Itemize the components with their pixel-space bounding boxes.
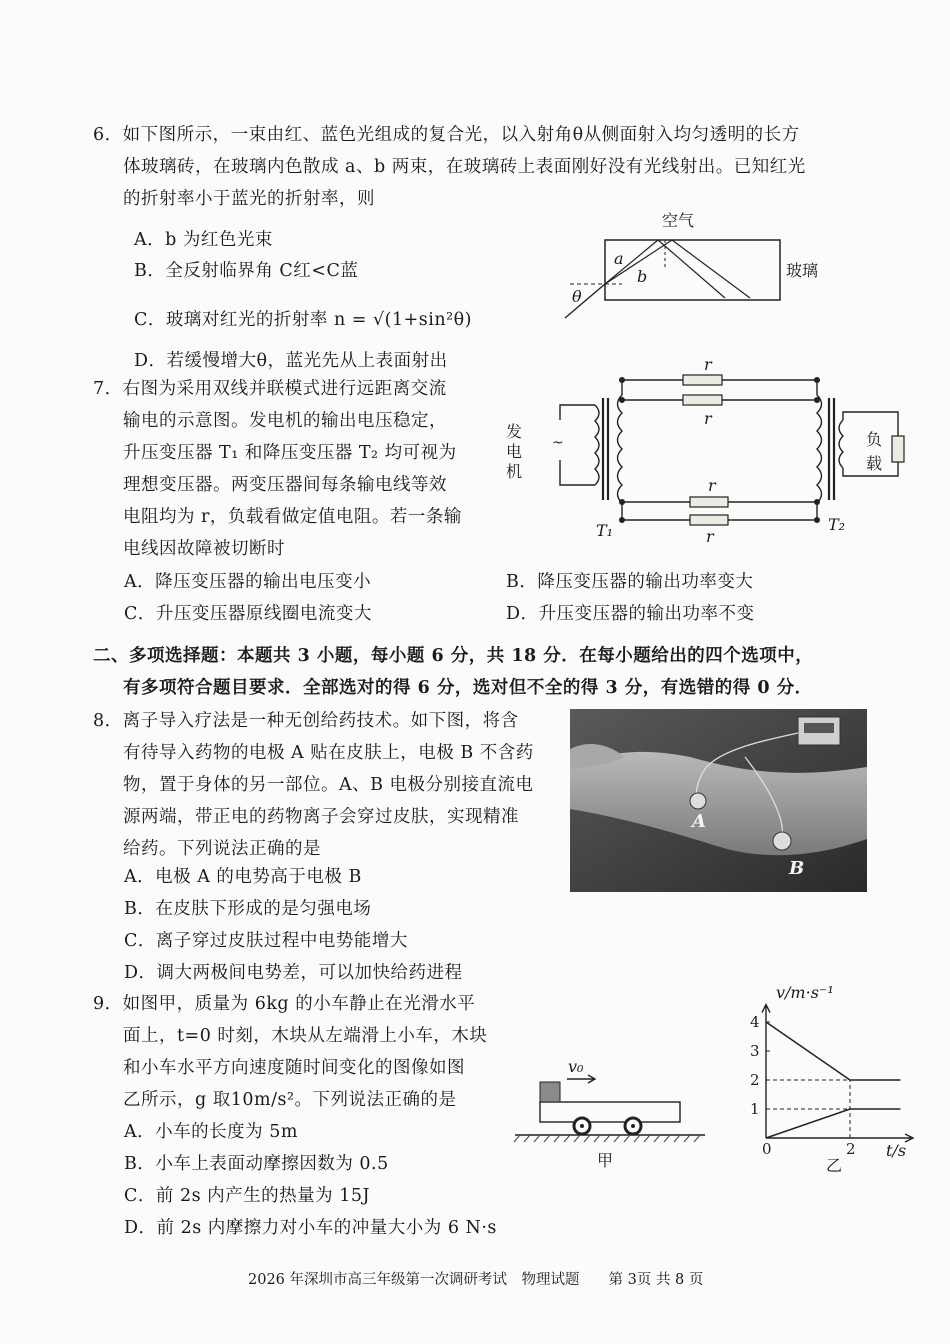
q8-line-2: 有待导入药物的电极 A 贴在皮肤上，电极 B 不含药 <box>123 743 534 763</box>
series-line-0 <box>766 1022 900 1080</box>
q8-line-5: 给药。下列说法正确的是 <box>123 839 321 859</box>
photo-label-b: B <box>789 858 805 879</box>
photo-label-a: A <box>692 811 706 832</box>
y-tick-label-3: 3 <box>750 1042 760 1060</box>
q9-option-c: C．前 2s 内产生的热量为 15J <box>124 1186 370 1206</box>
y-tick-label-2: 2 <box>750 1071 760 1089</box>
q6-option-b: B．全反射临界角 C红<C蓝 <box>134 261 359 281</box>
r-label-bottom-1: r <box>708 476 716 495</box>
q6-option-c: C．玻璃对红光的折射率 n = √(1+sin²θ) <box>134 310 473 330</box>
q7-option-d: D．升压变压器的输出功率不变 <box>506 604 755 624</box>
q8-line-4: 源两端，带正电的药物离子会穿过皮肤，实现精准 <box>123 807 519 827</box>
load-label: 负 载 <box>866 430 883 473</box>
q9-option-a: A．小车的长度为 5m <box>124 1122 298 1142</box>
r-label-top-2: r <box>704 409 712 428</box>
q8-line-3: 物，置于身体的另一部位。A、B 电极分别接直流电 <box>123 775 534 795</box>
y-tick-label-4: 4 <box>750 1013 760 1031</box>
series-line-1 <box>766 1109 900 1138</box>
label-ray-a: a <box>614 249 624 268</box>
y-tick-label-1: 1 <box>750 1100 760 1118</box>
q9-line-3: 和小车水平方向速度随时间变化的图像如图 <box>123 1058 465 1078</box>
section2-line-1: 二、多项选择题：本题共 3 小题，每小题 6 分，共 18 分．在每小题给出的四个选项中， <box>93 646 814 666</box>
q8-option-b: B．在皮肤下形成的是匀强电场 <box>124 899 372 919</box>
q7-line-5: 电阻均为 r，负载看做定值电阻。若一条输 <box>123 507 462 527</box>
page-footer: 2026 年深圳市高三年级第一次调研考试 物理试题 第 3页 共 8 页 <box>248 1272 704 1288</box>
q6-line-2: 体玻璃砖，在玻璃内色散成 a、b 两束，在玻璃砖上表面刚好没有光线射出。已知红光 <box>123 157 806 177</box>
q9-line-2: 面上，t=0 时刻，木块从左端滑上小车，木块 <box>123 1026 488 1046</box>
q6-line-1: 6．如下图所示，一束由红、蓝色光组成的复合光，以入射角θ从侧面射入均匀透明的长方 <box>93 125 800 145</box>
q9-option-d: D．前 2s 内摩擦力对小车的冲量大小为 6 N·s <box>124 1218 497 1238</box>
q8-option-c: C．离子穿过皮肤过程中电势能增大 <box>124 931 408 951</box>
q8-option-d: D．调大两极间电势差，可以加快给药进程 <box>124 963 463 983</box>
label-ray-b: b <box>637 267 648 286</box>
q9-option-b: B．小车上表面动摩擦因数为 0.5 <box>124 1154 389 1174</box>
q7-line-2: 输电的示意图。发电机的输出电压稳定， <box>123 411 447 431</box>
chart-xlabel: t/s <box>886 1141 907 1160</box>
q7-line-6: 电线因故障被切断时 <box>123 539 285 559</box>
fig-jia-label: 甲 <box>597 1151 614 1170</box>
q7-option-b: B．降压变压器的输出功率变大 <box>506 572 754 592</box>
q7-line-4: 理想变压器。两变压器间每条输电线等效 <box>123 475 447 495</box>
svg-text:~: ~ <box>552 435 564 451</box>
q6-option-d: D．若缓慢增大θ，蓝光先从上表面射出 <box>134 351 448 371</box>
x-tick-label-0: 0 <box>762 1140 772 1158</box>
q6-line-3: 的折射率小于蓝光的折射率，则 <box>123 189 375 209</box>
q6-option-a: A．b 为红色光束 <box>134 230 273 250</box>
q8-option-a: A．电极 A 的电势高于电极 B <box>124 867 362 887</box>
q9-line-4: 乙所示，g 取10m/s²。下列说法正确的是 <box>123 1090 457 1110</box>
r-label-bottom-2: r <box>706 527 714 546</box>
q7-option-c: C．升压变压器原线圈电流变大 <box>124 604 372 624</box>
x-tick-label-2: 2 <box>846 1140 856 1158</box>
section2-line-2: 有多项符合题目要求．全部选对的得 6 分，选对但不全的得 3 分，有选错的得 0 分． <box>123 678 813 698</box>
q7-option-a: A．降压变压器的输出电压变小 <box>124 572 372 592</box>
chart-ylabel: v/m·s⁻¹ <box>776 983 834 1002</box>
q7-line-3: 升压变压器 T₁ 和降压变压器 T₂ 均可视为 <box>123 443 457 463</box>
t2-label: T₂ <box>828 515 846 534</box>
fig-yi-label: 乙 <box>826 1156 843 1175</box>
q8-line-1: 8．离子导入疗法是一种无创给药技术。如下图，将含 <box>93 711 519 731</box>
label-air: 空气 <box>662 211 695 230</box>
label-theta: θ <box>572 287 582 306</box>
q7-line-1: 7．右图为采用双线并联模式进行远距离交流 <box>93 379 447 399</box>
label-glass: 玻璃 <box>786 261 819 280</box>
q9-line-1: 9．如图甲，质量为 6kg 的小车静止在光滑水平 <box>93 994 476 1014</box>
v0-label: v₀ <box>568 1057 584 1076</box>
t1-label: T₁ <box>596 521 614 540</box>
r-label-top-1: r <box>704 355 712 374</box>
generator-label: 发 电 机 <box>506 422 523 481</box>
